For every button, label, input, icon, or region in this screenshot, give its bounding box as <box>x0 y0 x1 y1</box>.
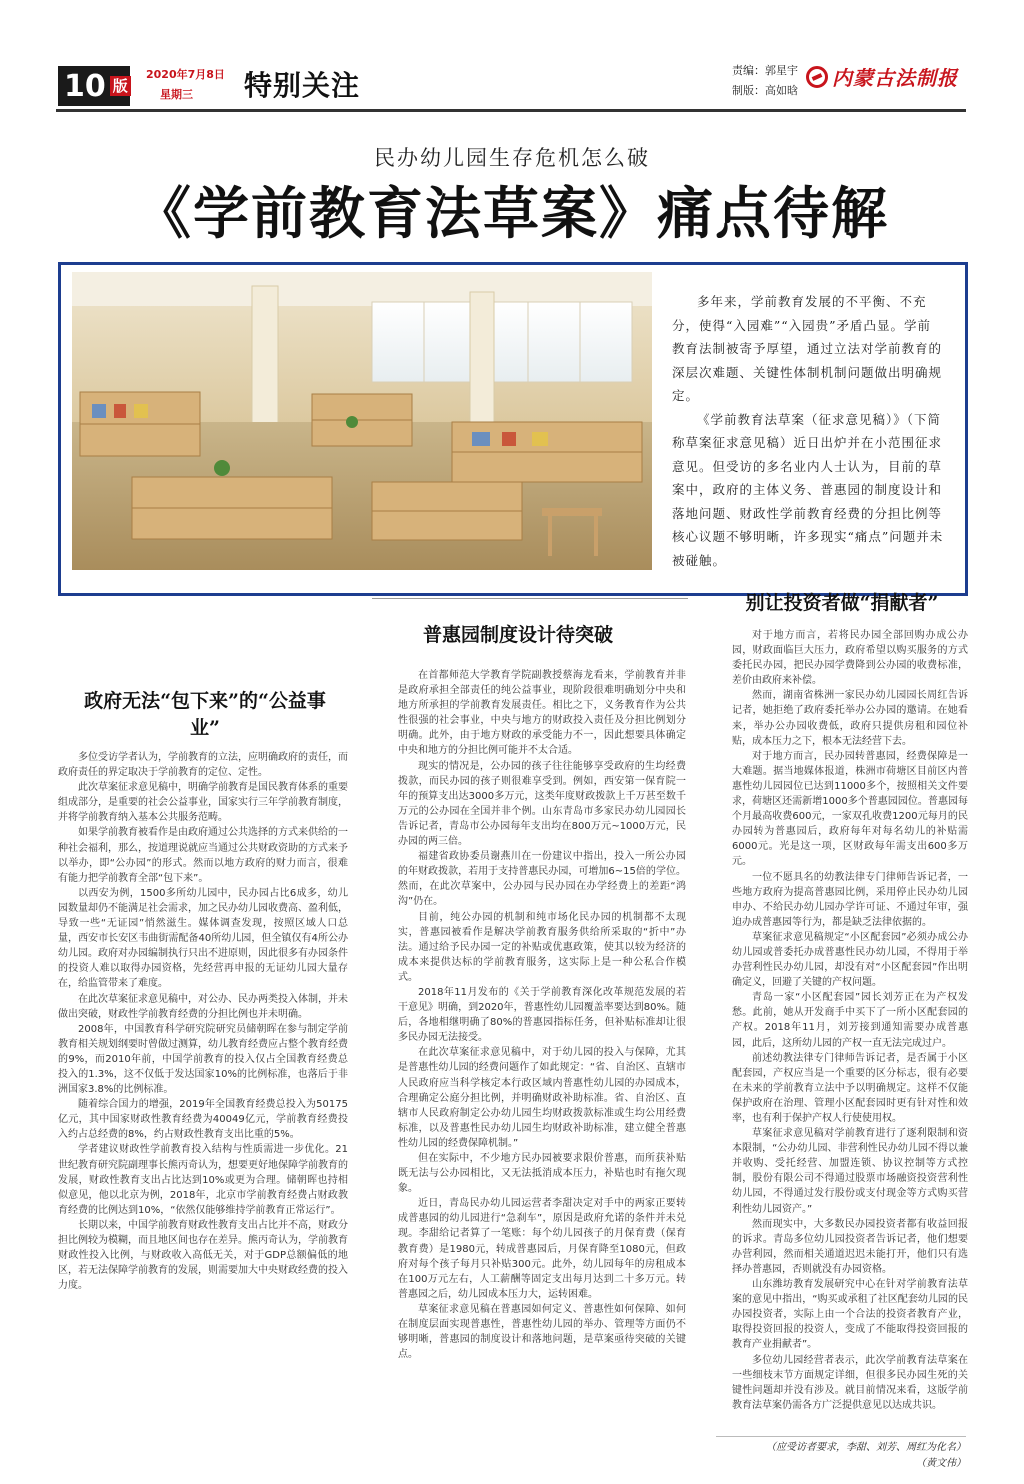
page-number-badge <box>58 66 130 106</box>
paragraph: 福建省政协委员谢燕川在一份建议中指出，投入一所公办园的年财政拨款，若用于支持普惠民办园，可增加6~15倍的学位。然而，在此次草案中，公办园与民办园在办学经费上的差距“鸿沟”仍在。 <box>398 851 686 908</box>
paragraph: 然而，湖南省株洲一家民办幼儿园园长周红告诉记者，她拒绝了政府委托举办公办园的邀请。在她看来，举办公办园收费低，政府只提供房租和园位补贴，成本压力之下，根本无法经营下去。 <box>732 690 968 747</box>
page-unit: 版 <box>110 76 131 97</box>
paragraph: 在首都师范大学教育学院副教授蔡海龙看来，学前教育并非是政府承担全部责任的纯公益事业，现阶段很难明确划分中央和地方所承担的学前教育发展责任。相比之下，义务教育作为公共性很强的社会事业，中央与地方的财政投入责任及分担比例划分明确。此外，由于地方财政的承受能力不一，因此想要具体确定中央和地方的分担比例可能并不太合适。 <box>398 670 686 757</box>
paragraph: 以西安为例，1500多所幼儿园中，民办园占比6成多，幼儿园数量却仍不能满足社会需求，加之民办幼儿园收费高、盈利低，导致一些“无证园”悄然滋生。媒体调查发现，按照区域人口总量，西安市长安区韦曲街需配备40所幼儿园，但全镇仅有4所公办幼儿园。政府对办园编制执行只出不进原则，因此很多有办园条件的投资人难以取得办园资格，先经营再申报的无证幼儿园大量存在，给监管带来了难度。 <box>58 887 348 990</box>
byline-note: （应受访者要求，李甜、刘芳、周红为化名） <box>766 1442 966 1453</box>
lead-text <box>672 290 944 572</box>
byline-author: （黄文伟） <box>916 1458 966 1469</box>
byline <box>716 1440 966 1472</box>
paragraph: 此次草案征求意见稿中，明确学前教育是国民教育体系的重要组成部分，是重要的社会公益事业，国家实行三年学前教育制度，并将学前教育纳入基本公共服务范畴。 <box>58 782 348 824</box>
paragraph: 2018年11月发布的《关于学前教育深化改革规范发展的若干意见》明确，到2020年，普惠性幼儿园覆盖率要达到80%。随后，各地相继明确了80%的普惠园指标任务，但补贴标准却让很多民办园无法接受。 <box>398 986 686 1044</box>
producer-credit: 制版：高如晗 <box>732 84 798 97</box>
page-number: 10 <box>64 68 106 104</box>
paragraph: 目前，纯公办园的机制和纯市场化民办园的机制都不太现实，普惠园被看作是解决学前教育服务供给所采取的“折中”办法。通过给予民办园一定的补贴或优惠政策，使其以较为经济的成本来提供达标的学前教育服务，这实际上是一种公私合作模式。 <box>398 911 686 983</box>
headline-kicker: 民办幼儿园生存危机怎么破 <box>374 146 650 170</box>
section-title: 特别关注 <box>244 69 361 102</box>
paragraph: 但在实际中，不少地方民办园被要求限价普惠，而所获补贴既无法与公办园相比，又无法抵消成本压力，补贴也时有拖欠现象。 <box>398 1153 686 1195</box>
paragraph: 近日，青岛民办幼儿园运营者李甜决定对手中的两家正要转成普惠园的幼儿园进行“急刹车”，原因是政府允诺的条件并未兑现。李甜给记者算了一笔账：每个幼儿园孩子的月保育费（保育教育费）是1980元，转成普惠园后，月保育降至1080元，但政府对每个孩子每月只补贴300元。此外，幼儿园每年的房租成本在100万元左右，人工薪酬等固定支出每月达到二十多万元。转普惠园之后，幼儿园成本压力大，运转困难。 <box>398 1198 686 1300</box>
paragraph: 山东潍坊教育发展研究中心在针对学前教育法草案的意见中指出，“购买或承租了社区配套幼儿园的民办园投资者，实际上由一个合法的投资者教育产业，取得投资回报的投资人，变成了不能取得投资回报的教育产业捐献者”。 <box>732 1279 968 1351</box>
paragraph: 在此次草案征求意见稿中，对公办、民办两类投入体制，并未做出突破，财政性学前教育经费的分担比例也并未明确。 <box>58 993 348 1020</box>
newspaper-name: 内蒙古法制报 <box>832 66 958 90</box>
classroom-photo <box>72 272 652 570</box>
paragraph: 前述幼教法律专门律师告诉记者，是否属于小区配套园，产权应当是一个重要的区分标志，很有必要在未来的学前教育立法中予以明确规定。这样不仅能保护政府在治理、管理小区配套园时更有针对性和效率，也有利于保护产权人行使使用权。 <box>732 1052 968 1124</box>
issue-date: 2020年7月8日 <box>146 68 225 81</box>
column-divider <box>372 598 688 599</box>
paragraph: 如果学前教育被看作是由政府通过公共选择的方式来供给的一种社会福利，那么，按道理说就应当通过公共财政资助的方式来予以举办，即“公办园”的形式。然而以地方政府的财力而言，很难有能力把学前教育全部“包下来”。 <box>58 827 348 884</box>
article-title-inclusive: 普惠园制度设计待突破 <box>422 624 613 646</box>
paragraph: 对于地方而言，若将民办园全部回购办成公办园，财政面临巨大压力，政府希望以购买服务的方式委托民办园，把民办园学费降到公办园的收费标准，差价由政府来补偿。 <box>732 630 968 687</box>
byline-divider <box>716 1436 966 1437</box>
paragraph: 长期以来，中国学前教育财政性教育支出占比并不高，财政分担比例较为模糊，而且地区间也存在差异。熊丙奇认为，学前教育财政性投入比例，与财政收入高低无关，对于GDP总额偏低的地区，若无法保障学前教育的发展，则需要加大中央财政经费的投入力度。 <box>58 1219 348 1292</box>
paragraph: 学者建议财政性学前教育投入结构与性质需进一步优化。21世纪教育研究院副理事长熊丙奇认为，想要更好地保障学前教育的发展，财政性教育支出占比达到10%或更为合理。储朝晖也持相似意见，他以北京为例，2018年，北京市学前教育经费占财政教育经费的比例达到10%，“依然仅能够维持学前教育正常运行”。 <box>58 1144 348 1216</box>
paragraph: 多位幼儿园经营者表示，此次学前教育法草案在一些细枝末节方面规定详细，但很多民办园生死的关键性问题却并没有涉及。就目前情况来看，这版学前教育法草案仍需各方广泛提供意见以达成共识。 <box>732 1354 968 1411</box>
paragraph: 在此次草案征求意见稿中，对于幼儿园的投入与保障，尤其是普惠性幼儿园的经费问题作了如此规定：“省、自治区、直辖市人民政府应当科学核定本行政区域内普惠性幼儿园的办园成本，合理确定公庭分担比例，并明确财政补助标准。省、自治区、直辖市人民政府制定公办幼儿园生均财政拨款标准或生均公用经费标准，以及普惠性民办幼儿园生均财政补助标准，建立健全普惠性幼儿园的经费保障机制。” <box>398 1047 686 1149</box>
headline-title: 《学前教育法草案》痛点待解 <box>135 181 889 247</box>
article-body-government <box>58 750 348 1430</box>
lead-paragraph: 多年来，学前教育发展的不平衡、不充分，使得“入园难”“入园贵”矛盾凸显。学前教育法制被寄予厚望，通过立法对学前教育的深层次难题、关键性体制机制问题做出明确规定。 <box>672 294 943 403</box>
article-body-inclusive <box>398 668 686 1438</box>
editor-credit: 责编：郭星宇 <box>732 64 798 77</box>
paragraph: 草案征求意见稿在普惠园如何定义、普惠性如何保障、如何在制度层面实现普惠性，普惠性幼儿园的举办、管理等方面仍不够明晰，普惠园的制度设计和落地问题，是草案亟待突破的关键点。 <box>398 1303 686 1361</box>
paragraph: 然而现实中，大多数民办园投资者都有收益回报的诉求。青岛多位幼儿园投资者告诉记者，他们想要办营利园，然而相关通道迟迟未能打开，他们只有选择办普惠园，否则就没有办园资格。 <box>732 1218 968 1275</box>
paragraph: 草案征求意见稿对学前教育进行了逐利限制和资本限制，“公办幼儿园、非营利性民办幼儿园不得以兼并收购、受托经营、加盟连锁、协议控制等方式控制，股份有限公司不得通过股票市场融资投资营利性幼儿园，不得通过发行股份或支付现金等方式购买营利性幼儿园资产。” <box>732 1128 968 1215</box>
lead-paragraph: 《学前教育法草案（征求意见稿）》（下简称草案征求意见稿）近日出炉并在小范围征求意见。但受访的多名业内人士认为，目前的草案中，政府的主体义务、普惠园的制度设计和落地问题、财政性学前教育经费的分担比例等核心议题不够明晰，许多现实“痛点”问题并未被碰触。 <box>672 411 944 568</box>
paragraph: 青岛一家“小区配套园”园长刘芳正在为产权发愁。此前，她从开发商手中买下了一所小区配套园的产权。2018年11月，刘芳接到通知需要办成普惠园，此后，这所幼儿园的产权一直无法完成过户。 <box>732 992 968 1049</box>
paragraph: 对于地方而言，民办园转普惠园，经费保障是一大难题。据当地媒体报道，株洲市荷塘区目前区内普惠性幼儿园园位已达到11000多个，按照相关文件要求，荷塘区还需新增1000多个普惠园园位。普惠园每个月最高收费600元，一家双孔收费1200元每月的民办园转为普惠园后，政府每年对每名幼儿的补贴需6000元。光是这一项，区财政每年需支出600多万元。 <box>732 750 968 868</box>
paragraph: 多位受访学者认为，学前教育的立法，应明确政府的责任，而政府责任的界定取决于学前教育的定位、定性。 <box>58 752 348 779</box>
newspaper-emblem-icon <box>806 66 828 88</box>
article-body-investor <box>732 628 968 1411</box>
paragraph: 2008年，中国教育科学研究院研究员储朝晖在参与制定学前教育相关规划纲要时曾做过测算，幼儿教育经费应占整个教育经费的9%，而2010年前，中国学前教育的投入仅占全国教育经费总投入的1.3%，这不仅低于发达国家10%的比例标准，也落后于非洲国家3.8%的比例标准。 <box>58 1023 348 1096</box>
masthead-divider <box>56 109 966 112</box>
paragraph: 现实的情况是，公办园的孩子往往能够享受政府的生均经费拨款，而民办园的孩子则很难享受到。例如，西安第一保育院一年的预算支出达3000多万元，这类年度财政拨款上千万甚至数千万元的公办园在全国并非个例。山东青岛市多家民办幼儿园园长告诉记者，青岛市公办园每年支出均在800万元~1000万元，民办园的两三倍。 <box>398 760 686 848</box>
paragraph: 草案征求意见稿规定“小区配套园”必须办成公办幼儿园或普委托办成普惠性民办幼儿园，不得用于举办营利性民办幼儿园，却没有对“小区配套园”作出明确定义，回避了关键的产权问题。 <box>732 931 968 989</box>
article-title-investor: 别让投资者做“捐献者” <box>745 592 939 614</box>
paragraph: 随着综合国力的增强，2019年全国教育经费总投入为50175亿元，其中国家财政性教育经费为40049亿元，学前教育经费投入约占总经费的8%，约占财政性教育支出比重的5%。 <box>58 1099 348 1141</box>
article-title-government: 政府无法“包下来”的“公益事业” <box>84 690 326 739</box>
newspaper-logo <box>806 62 958 91</box>
issue-weekday: 星期三 <box>160 88 193 101</box>
paragraph: 一位不愿具名的幼教法律专门律师告诉记者，一些地方政府为提高普惠园比例，采用停止民办幼儿园申办、不给民办幼儿园办学许可证、不通过年审，强迫办成普惠园等行为，都是缺乏法律依据的。 <box>732 871 968 928</box>
